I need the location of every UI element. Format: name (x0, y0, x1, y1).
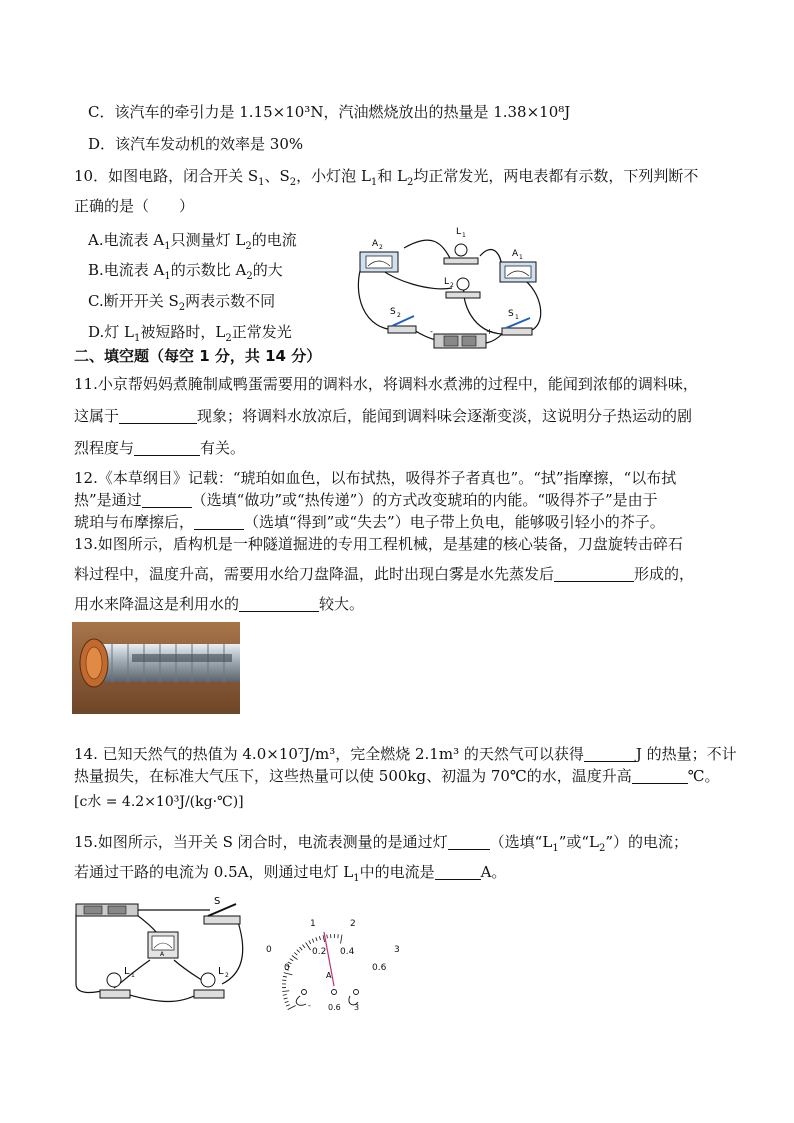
dial-tick (316, 937, 317, 941)
svg-text:S: S (508, 309, 514, 319)
dial-tick (283, 995, 287, 996)
svg-text:L: L (124, 966, 130, 977)
q15-blank-1[interactable] (448, 833, 490, 850)
ammeter-a1-icon (500, 249, 536, 282)
switch-s2-icon (388, 307, 416, 333)
tunnel-boring-machine-photo (72, 622, 240, 714)
svg-text:A: A (372, 239, 379, 249)
svg-text:A: A (160, 951, 165, 958)
dial-tick (290, 959, 293, 961)
q11-blank-1[interactable] (119, 407, 197, 424)
bulb-l1-icon (100, 966, 135, 998)
svg-text:1: 1 (519, 254, 523, 261)
q15-circuit-figure (70, 894, 256, 1014)
dial-tick (297, 950, 300, 953)
q15-blank-2[interactable] (435, 863, 481, 880)
dial-tick (286, 1005, 290, 1007)
section-2-heading: 二、填空题（每空 1 分，共 14 分） (74, 347, 322, 365)
dial-bottom-label: 0 (284, 963, 290, 973)
terminal-label: 0.6 (328, 1003, 341, 1012)
svg-text:L: L (444, 277, 450, 287)
svg-text:-: - (430, 327, 433, 336)
svg-text:2: 2 (379, 244, 383, 251)
dial-bottom-label: 0.4 (340, 947, 355, 957)
dial-bottom-label: 0.6 (372, 963, 387, 973)
battery-icon (76, 904, 138, 916)
q14-blank-1[interactable] (584, 745, 636, 762)
q14-line1: 14. 已知天然气的热值为 4.0×10⁷J/m³，完全燃烧 2.1m³ 的天然气可以获得 J 的热量；不计 (74, 745, 737, 763)
q9-option-d: D．该汽车发动机的效率是 30% (88, 135, 304, 153)
q11-line1: 11.小京帮妈妈煮腌制咸鸭蛋需要用的调料水，将调料水煮沸的过程中，能闻到浓郁的调料味， (74, 375, 698, 393)
bulb-l2-icon (444, 277, 480, 298)
dial-tick (302, 945, 304, 948)
q11-line2: 这属于 现象；将调料水放凉后，能闻到调料味会逐渐变淡，这说明分子热运动的剧 (74, 407, 693, 425)
q13-blank-1[interactable] (554, 565, 634, 582)
q12-line2: 热”是通过 （选填“做功”或“热传递”）的方式改变琥珀的内能。“吸得芥子”是由于 (74, 491, 658, 509)
dial-tick (309, 940, 311, 944)
q10-option-a: A.电流表 $A_1$只测量灯 $L_2$的电流 (88, 231, 297, 252)
q11-blank-2[interactable] (134, 439, 200, 456)
dial-tick (312, 939, 314, 943)
dial-tick (283, 976, 287, 977)
q14-blank-2[interactable] (632, 767, 688, 784)
svg-text:S: S (390, 307, 396, 317)
dial-tick (327, 935, 328, 939)
dial-tick (282, 991, 289, 992)
q10-option-b: B.电流表 $A_1$的示数比 $A_2$的大 (88, 261, 283, 282)
svg-text:2: 2 (225, 972, 229, 979)
dial-top-label: 2 (350, 919, 356, 929)
q11-line3: 烈程度与 有关。 (74, 439, 246, 457)
bulb-l2-icon (194, 966, 229, 998)
q12-blank-2[interactable] (194, 513, 244, 530)
q10-option-c: C.断开开关 $S_2$两表示数不同 (88, 292, 276, 313)
ammeter-a2-icon (360, 239, 398, 272)
q15-line2: 若通过干路的电流为 0.5A，则通过电灯 $L_1$中的电流是 A。 (74, 863, 507, 884)
svg-text:1: 1 (131, 972, 135, 979)
dial-top-label: 0 (266, 945, 272, 955)
q15-line1: 15.如图所示，当开关 S 闭合时，电流表测量的是通过灯 （选填“$L_1$”或“$L_2$”）的电流； (74, 833, 689, 854)
q10-stem-line1: 10．如图电路，闭合开关 $S_1$、$S_2$，小灯泡 $L_1$和 $L_2$均正常发光，两电表都有示数，下列判断不 (74, 167, 699, 188)
q12-blank-1[interactable] (142, 491, 192, 508)
dial-tick (288, 1006, 296, 1010)
dial-tick (294, 953, 297, 956)
q13-line3: 用水来降温这是利用水的 较大。 (74, 595, 365, 613)
dial-unit-label: A (326, 971, 332, 980)
dial-top-label: 3 (394, 945, 400, 955)
ammeter-dial-figure (262, 912, 410, 1016)
dial-tick (341, 935, 342, 944)
battery-icon (430, 327, 493, 348)
switch-s1-icon (502, 309, 532, 335)
q12-line3: 琥珀与布摩擦后， （选填“得到”或“失去”）电子带上负电，能够吸引轻小的芥子。 (74, 513, 665, 531)
q13-line2: 料过程中，温度升高，需要用水给刀盘降温，此时出现白雾是水先蒸发后 形成的， (74, 565, 695, 583)
terminal-label: - (308, 1001, 311, 1010)
q10-option-d: D.灯 $L_1$被短路时，$L_2$正常发光 (88, 323, 292, 344)
dial-tick (284, 998, 288, 999)
q9-option-c: C．该汽车的牵引力是 1.15×10³N，汽油燃烧放出的热量是 1.38×10⁸J (88, 103, 571, 121)
bulb-l1-icon (444, 227, 478, 264)
svg-text:L: L (218, 966, 224, 977)
q14-line2: 热量损失，在标准大气压下，这些热量可以使 500kg、初温为 70℃的水，温度升高 ℃。 (74, 767, 720, 785)
svg-text:2: 2 (397, 312, 401, 319)
terminal-label: 3 (354, 1003, 360, 1012)
svg-text:1: 1 (462, 232, 466, 239)
svg-text:L: L (456, 227, 462, 237)
svg-text:1: 1 (515, 314, 519, 321)
dial-tick (319, 936, 320, 940)
q13-line1: 13.如图所示，盾构机是一种隧道掘进的专用工程机械，是基建的核心装备，刀盘旋转击碎石 (74, 535, 683, 553)
svg-text:2: 2 (450, 282, 454, 289)
q12-line1: 12.《本草纲目》记载：“琥珀如血色，以布拭热，吸得芥子者真也”。“拭”指摩擦，“以布拭 (74, 469, 677, 487)
dial-tick (285, 1001, 289, 1002)
dial-top-label: 1 (310, 919, 316, 929)
dial-tick (300, 947, 303, 950)
dial-tick (306, 942, 311, 950)
q14-line3: [c水 = 4.2×10³J/(kg·℃)] (74, 794, 244, 810)
dial-tick (292, 956, 298, 960)
q13-blank-2[interactable] (239, 595, 319, 612)
q10-stem-line2: 正确的是（ ） (74, 197, 195, 215)
svg-text:+: + (486, 327, 493, 336)
ammeter-icon (148, 932, 178, 958)
svg-text:A: A (512, 249, 519, 259)
dial-bottom-label: 0.2 (312, 947, 327, 957)
svg-text:S: S (214, 896, 221, 907)
q10-circuit-figure (352, 222, 552, 354)
